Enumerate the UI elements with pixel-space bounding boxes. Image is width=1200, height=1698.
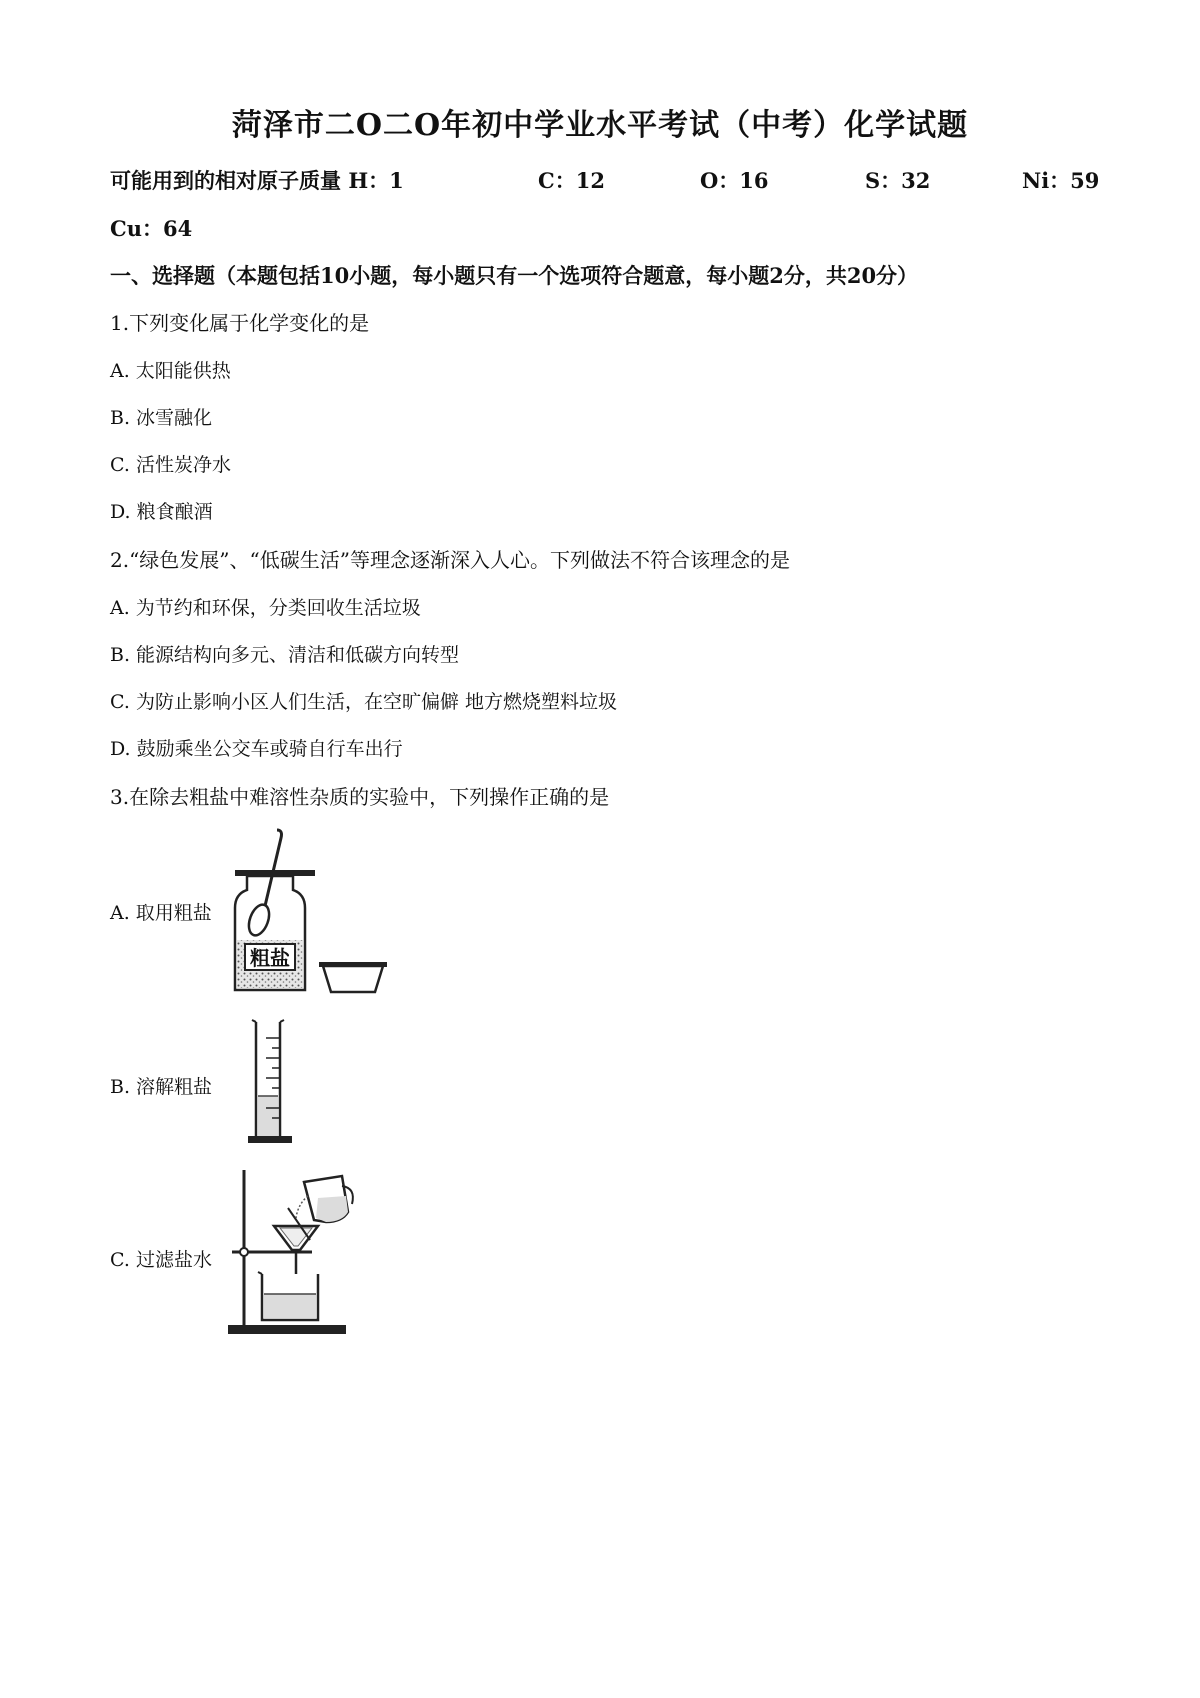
question-1-option-c: C. 活性炭净水	[110, 454, 231, 476]
mass-o: O：16	[700, 168, 769, 193]
question-1-option-b: B. 冰雪融化	[110, 407, 213, 429]
question-2-option-a: A. 为节约和环保，分类回收生活垃圾	[110, 597, 421, 619]
figure-take-salt-jar	[225, 828, 390, 996]
section-heading: 一、选择题（本题包括10小题，每小题只有一个选项符合题意，每小题2分，共20分）	[110, 263, 919, 288]
question-2-option-b: B. 能源结构向多元、清洁和低碳方向转型	[110, 644, 460, 666]
figure-graduated-cylinder	[246, 1018, 301, 1146]
question-2-stem: 2.“绿色发展”、“低碳生活”等理念逐渐深入人心。下列做法不符合该理念的是	[110, 548, 790, 572]
mass-cu: Cu：64	[110, 216, 193, 241]
question-1-stem: 1.下列变化属于化学变化的是	[110, 311, 370, 335]
mass-s: S：32	[865, 168, 931, 193]
figure-filtration-setup	[222, 1160, 382, 1340]
question-1-option-d: D. 粮食酿酒	[110, 501, 213, 523]
atomic-masses-row	[110, 165, 1100, 197]
jar-label: 粗盐	[250, 946, 290, 970]
mass-c: C：12	[538, 168, 605, 193]
atomic-masses-label	[110, 165, 404, 195]
question-1-option-a: A. 太阳能供热	[110, 360, 231, 382]
question-3-option-b: B. 溶解粗盐	[110, 1076, 213, 1098]
question-2-option-c: C. 为防止影响小区人们生活，在空旷偏僻 地方燃烧塑料垃圾	[110, 691, 617, 713]
question-3-stem: 3.在除去粗盐中难溶性杂质的实验中，下列操作正确的是	[110, 785, 610, 809]
question-2-option-d: D. 鼓励乘坐公交车或骑自行车出行	[110, 738, 403, 760]
mass-ni: Ni：59	[1022, 168, 1100, 193]
page-title: 菏泽市二O二O年初中学业水平考试（中考）化学试题	[231, 108, 969, 143]
question-3-option-a: A. 取用粗盐	[110, 902, 212, 924]
atomic-masses-label-text: 可能用到的相对原子质量	[110, 168, 341, 193]
question-3-option-c: C. 过滤盐水	[110, 1249, 212, 1271]
mass-h: H：1	[348, 168, 404, 193]
